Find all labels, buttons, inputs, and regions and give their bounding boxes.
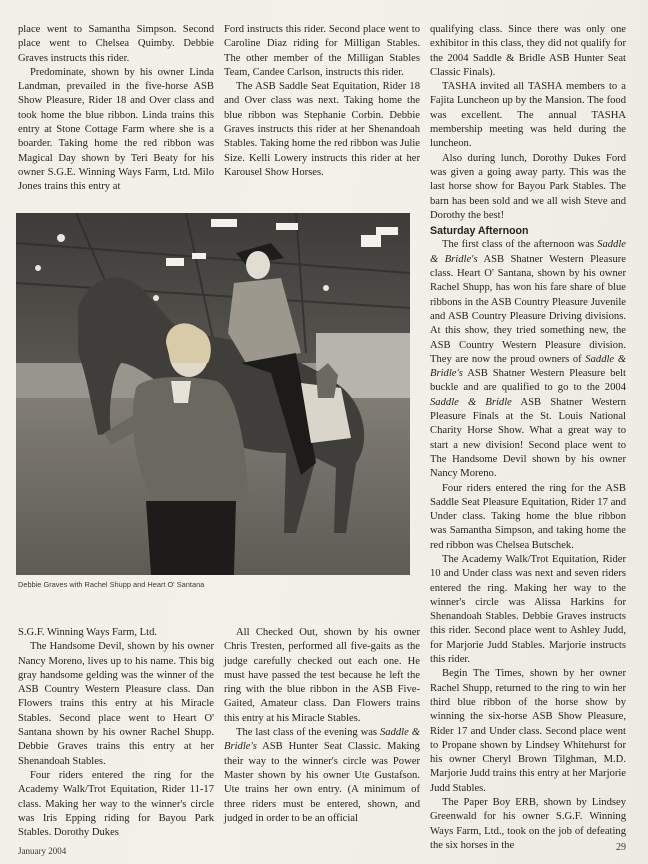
- paragraph: Begin The Times, shown by her owner Rachel Shupp, returned to the ring to win her third blue ribbon of the horse show by winning the six-horse ASB Show Pleasure, Rider 17 and Under class. Second place went to Propane shown by Lindsey Whitehurst for his owner Cheryl Brown Tilghman, M.D. Marjorie Judd trains this entry at her Marjorie Judd Stables.: [430, 668, 626, 794]
- column-4: [18, 626, 214, 840]
- photo-caption: Debbie Graves with Rachel Shupp and Heart O' Santana: [18, 580, 205, 589]
- paragraph: Four riders entered the ring for the ASB Saddle Seat Pleasure Equitation, Rider 17 and Under class. Taking home the blue ribbon was Samantha Simpson, and taking home the red ribbon was Chelsea Butschek.: [430, 482, 626, 551]
- issue-date: January 2004: [18, 846, 67, 856]
- paragraph: Ford instructs this rider. Second place went to Caroline Diaz riding for Milligan Stables. The other member of the Milligan Stables Team, Candee Carlson, instructs this rider.: [224, 24, 420, 78]
- paragraph: place went to Samantha Simpson. Second place went to Chelsea Quimby. Debbie Graves instructs this rider.: [18, 24, 214, 64]
- paragraph: The Paper Boy ERB, shown by Lindsey Greenwald for his owner S.G.F. Winning Ways Farm, Ltd., took on the job of defeating the six horses in the: [430, 797, 626, 851]
- paragraph: The Academy Walk/Trot Equitation, Rider 10 and Under class was next and seven riders entered the ring. Making her way to the winner's circle was Alissa Harkins for Shenandoah Stables. Debbie Graves instructs this rider. Second place went to Ashley Judd, for Marjorie Judd Stables. Marjorie instructs this rider.: [430, 553, 626, 666]
- paragraph: Also during lunch, Dorothy Dukes Ford was given a going away party. This was the last horse show for Bayou Park Stables. The barn has been sold and we all wish Steve and Dorothy the best!: [430, 152, 626, 221]
- column-2: [224, 23, 420, 180]
- paragraph: The ASB Saddle Seat Equitation, Rider 18 and Over class was next. Taking home the blue ribbon was Stephanie Corbin. Debbie Graves instructs this rider at her Shenandoah Stables. Taking home the red ribbon was Julie Size. Kelli Lowery instructs this rider at her Karousel Show Horses.: [224, 81, 420, 178]
- column-5: [224, 626, 420, 826]
- paragraph: The first class of the afternoon was Saddle & Bridle's ASB Shatner Western Pleasure class. Heart O' Santana, shown by his owner Rachel Shupp, has won his fare share of blue ribbons in the ASB Country Pleasure Juvenile and ASB Country Pleasure Driving divisions. At this show, they tried something new, the ASB Country Western Pleasure division. They are now the proud owners of Saddle & Bridle's ASB Shatner Western Pleasure belt buckle and are qualified to go to the 2004 Saddle & Bridle ASB Shatner Western Pleasure Finals at the St. Louis National Charity Horse Show. What a great way to start a new division! Second place went to The Handsome Devil shown by his owner Nancy Moreno.: [430, 239, 626, 480]
- section-heading: Saturday Afternoon: [430, 225, 529, 238]
- paragraph: Predominate, shown by his owner Linda Landman, prevailed in the five-horse ASB Show Pleasure, Rider 18 and Over class and took home the blue ribbon. Linda trains this entry at Stone Cottage Farm where she is a boarder. Taking home the red ribbon was Magical Day shown by Teri Beaty for his owner S.G.E. Winning Ways Farm, Ltd. Milo Jones trains this entry at: [18, 66, 214, 193]
- paragraph: The last class of the evening was Saddle & Bridle's ASB Hunter Seat Classic. Making their way to the winner's circle was Power Master shown by his owner Ute Gustafson. Ute trains her own entry. (A minimum of three riders must be entered, shown, and judged in order to be an official: [224, 727, 420, 824]
- arena-photo: [16, 213, 410, 575]
- paragraph: qualifying class. Since there was only one exhibitor in this class, they did not qualify for the 2004 Saddle & Bridle ASB Hunter Seat Classic Finals).: [430, 24, 626, 78]
- paragraph: Four riders entered the ring for the Academy Walk/Trot Equitation, Rider 11-17 class. Making her way to the winner's circle was Iris Epping riding for Bayou Park Stables. Dorothy Dukes: [18, 769, 214, 839]
- paragraph: The Handsome Devil, shown by his owner Nancy Moreno, lives up to his name. This big gray handsome gelding was the winner of the ASB Country Western Pleasure class. Dan Flowers trains this entry at his Miracle Stables. Second place went to Heart O' Santana shown by his owner Rachel Shupp. Debbie Graves trains this entry at her Shenandoah Stables.: [18, 641, 214, 767]
- column-3: [430, 23, 626, 853]
- paragraph: S.G.F. Winning Ways Farm, Ltd.: [18, 627, 158, 638]
- column-1: [18, 23, 214, 195]
- paragraph: All Checked Out, shown by his owner Chris Tresten, performed all five-gaits as the judge carefully checked out each one. He must have passed the test because he left the ring with the blue ribbon in the ASB Five-Gaited, Amateur class. Dan Flowers trains this entry at his Miracle Stables.: [224, 627, 420, 724]
- page-number: 29: [616, 842, 626, 853]
- paragraph: TASHA invited all TASHA members to a Fajita Luncheon up by the Mansion. The food was excellent. The annual TASHA membership meeting was held during the luncheon.: [430, 81, 626, 150]
